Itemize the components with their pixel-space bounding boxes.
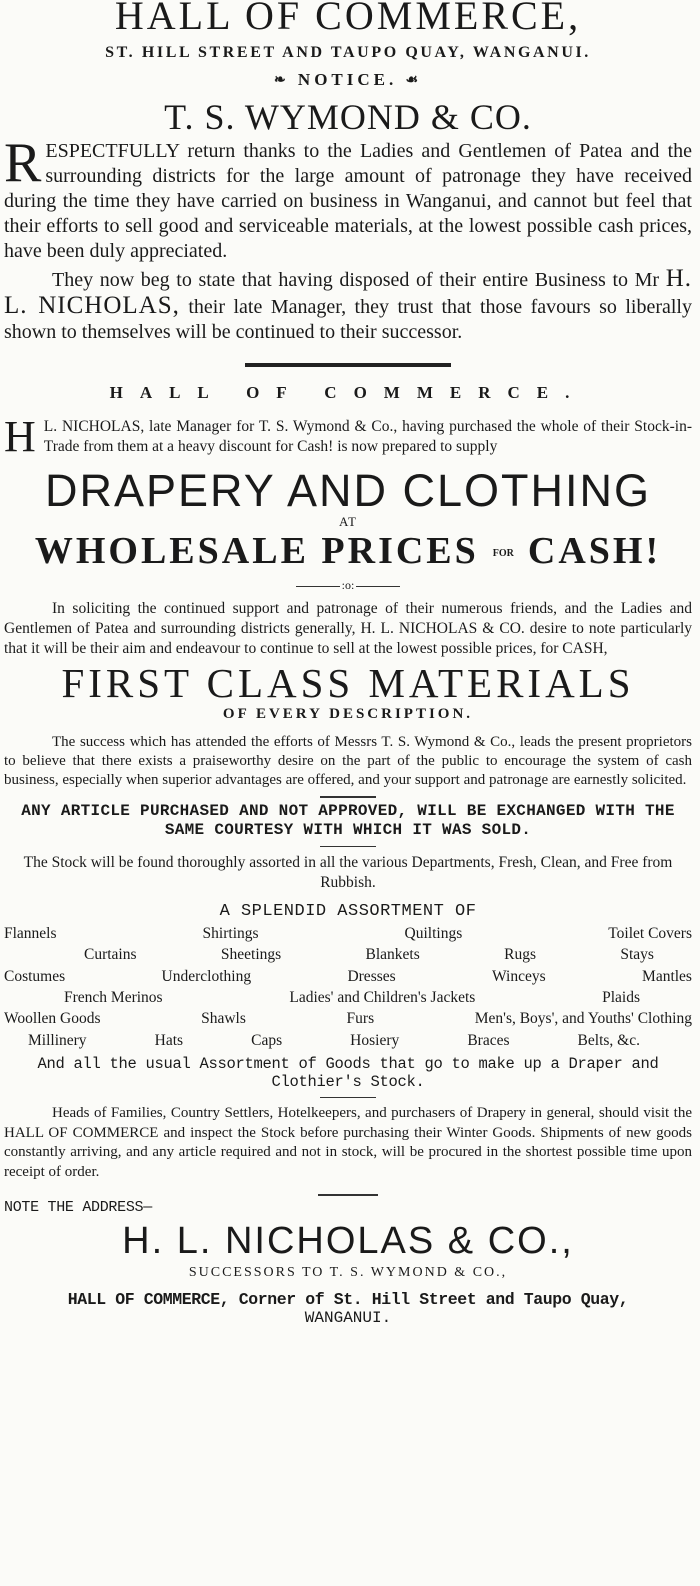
drop-cap-r: R [4, 132, 42, 195]
wholesale-text: WHOLESALE PRICES [34, 530, 479, 573]
short-rule-1 [320, 796, 376, 798]
notice-banner [4, 68, 692, 93]
list-item-row-4 [4, 987, 692, 1008]
stock-paragraph: The Stock will be found thoroughly assorted in all the various Departments, Fresh, Clean, and Free from Rubbish. [23, 854, 673, 892]
section-divider [245, 363, 451, 367]
divider-o: :o: [4, 577, 692, 593]
soliciting-paragraph: In soliciting the continued support and patronage of their numerous friends, and the Ladies and Gentlemen of Patea and surrounding districts generally, H. L. NICHOLAS & CO. desire to note particularly that it will be their aim and endeavour to continue to sell at the lowest possible prices, for CASH, [4, 600, 692, 658]
every-description-heading: OF EVERY DESCRIPTION. [222, 706, 474, 723]
list-item: Flannels [4, 925, 57, 943]
heads-of-families-paragraph: Heads of Families, Country Settlers, Hotelkeepers, and purchasers of Drapery in general, should visit the HALL OF COMMERCE and inspect the Stock before purchasing their Winter Goods. Shipments of new goods constantly arriving, and any article required and not in stock, will be procured in the shortest possible time upon receipt of order. [4, 1105, 692, 1180]
list-item: Quiltings [404, 925, 463, 943]
list-item: Furs [346, 1010, 375, 1028]
assortment-heading: A SPLENDID ASSORTMENT OF [219, 902, 477, 922]
list-item: Men's, Boys', and Youths' Clothing [474, 1010, 692, 1028]
list-item: Hosiery [350, 1031, 400, 1049]
list-item: Shirtings [202, 925, 259, 943]
disposal-text-a: They now beg to state that having disposed of their entire Business to Mr [52, 269, 666, 292]
list-item: Stays [620, 946, 654, 964]
drapery-clothing-heading: DRAPERY AND CLOTHING [45, 465, 651, 517]
first-class-heading: FIRST CLASS MATERIALS [61, 660, 635, 707]
wholesale-prices-heading [4, 529, 692, 573]
right-ornament-icon: ☙ [405, 73, 423, 89]
list-item: Winceys [492, 967, 546, 985]
disposal-paragraph [4, 266, 692, 345]
list-item-row-2 [4, 944, 692, 965]
left-ornament-icon: ❧ [273, 73, 290, 89]
list-item: Shawls [201, 1010, 246, 1028]
purchase-text: L. NICHOLAS, late Manager for T. S. Wymond & Co., having purchased the whole of their Stock-in-Trade from them at a heavy discount for Cash! is now prepared to supply [43, 418, 692, 456]
wymond-firm-name: T. S. WYMOND & CO. [164, 97, 532, 138]
list-item: Plaids [602, 988, 640, 1006]
list-item: Rugs [504, 946, 537, 964]
list-item: Mantles [642, 967, 692, 985]
short-rule-3 [320, 1097, 376, 1099]
list-item: Millinery [28, 1031, 87, 1049]
list-item: Ladies' and Children's Jackets [289, 988, 476, 1006]
short-rule-2 [320, 846, 376, 848]
assortment-list [4, 923, 692, 1051]
success-paragraph: The success which has attended the efforts of Messrs T. S. Wymond & Co., leads the present proprietors to believe that there exists a praiseworthy desire on the part of the public to encourage the system of cash business, especially when superior advantages are offered, and your support and patronage are earnestly solicited. [4, 734, 692, 789]
list-item: Underclothing [161, 967, 252, 985]
list-item-row-6 [4, 1030, 692, 1051]
street-address: ST. HILL STREET AND TAUPO QUAY, WANGANUI. [105, 44, 591, 61]
list-item: Hats [154, 1031, 184, 1049]
thanks-text: ESPECTFULLY return thanks to the Ladies and Gentlemen of Patea and the surrounding districts for the large amount of patronage they have received during the time they have carried on business in Wanganui, and cannot but feel that their efforts to sell good and serviceable materials, at the lowest possible cash prices, have been duly appreciated. [4, 140, 692, 263]
hall-of-commerce-title: HALL OF COMMERCE, [114, 0, 582, 38]
drop-cap-h: H [4, 412, 36, 462]
list-item: Blankets [365, 946, 420, 964]
successors-line: SUCCESSORS TO T. S. WYMOND & CO., [188, 1264, 508, 1280]
list-item-row-5 [4, 1008, 692, 1029]
list-item: Toilet Covers [608, 925, 692, 943]
list-item: Curtains [84, 946, 137, 964]
closing-address: HALL OF COMMERCE, Corner of St. Hill Street and Taupo Quay, [67, 1289, 629, 1309]
list-item: Woollen Goods [4, 1010, 101, 1028]
cash-text: CASH! [527, 530, 662, 573]
at-label: AT [339, 514, 357, 530]
short-rule-4 [318, 1194, 378, 1196]
list-item: Caps [251, 1031, 283, 1049]
nicholas-firm-name: H. L. NICHOLAS & CO., [122, 1219, 574, 1262]
list-item: Costumes [4, 967, 66, 985]
list-item-row-3 [4, 966, 692, 987]
closing-town: WANGANUI. [304, 1308, 392, 1327]
list-item: French Merinos [64, 988, 163, 1006]
disposal-text-b: their late Manager, they trust that those favours so liberally shown to themselves will be continued to their successor. [4, 296, 692, 344]
list-item: Belts, &c. [577, 1031, 640, 1049]
purchase-paragraph [4, 412, 692, 462]
usual-assortment-note: And all the usual Assortment of Goods that go to make up a Draper and Clothier's Stock. [37, 1054, 659, 1091]
notice-label: NOTICE. [297, 70, 398, 89]
thanks-paragraph [4, 132, 692, 264]
exchange-policy: ANY ARTICLE PURCHASED AND NOT APPROVED, WILL BE EXCHANGED WITH THE SAME COURTESY WITH WHICH IT WAS SOLD. [21, 801, 675, 839]
list-item: Braces [467, 1031, 510, 1049]
list-item: Sheetings [220, 946, 282, 964]
for-label: FOR [492, 548, 514, 560]
nicholas-name: H. L. NICHOLAS, [4, 265, 692, 320]
hall-of-commerce-heading: HALL OF COMMERCE. [109, 383, 587, 403]
note-the-address: NOTE THE ADDRESS— [4, 1198, 152, 1216]
list-item-row-1 [4, 923, 692, 944]
list-item: Dresses [347, 967, 396, 985]
